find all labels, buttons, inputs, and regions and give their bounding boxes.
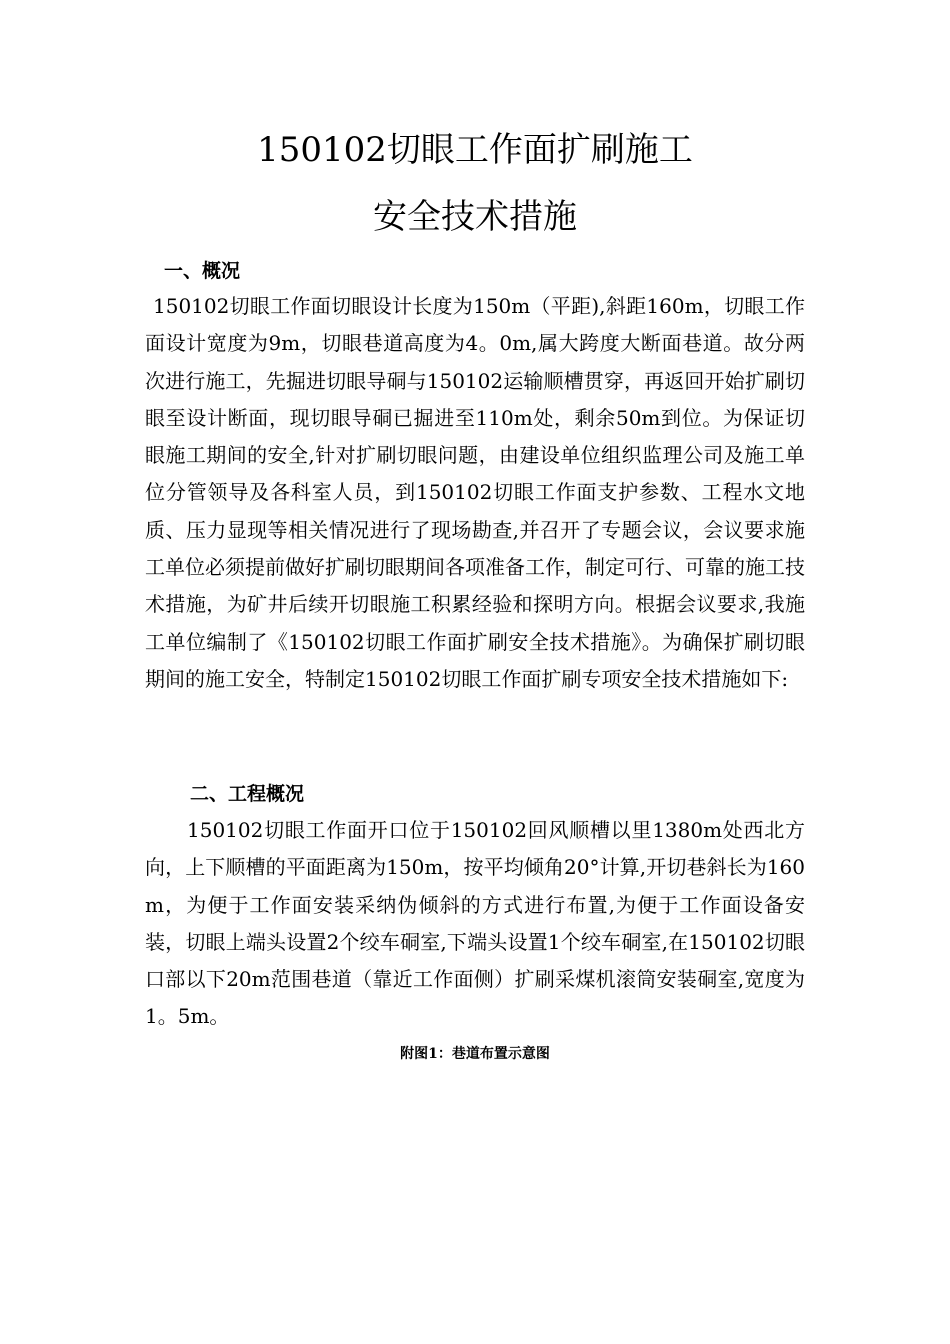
- section-heading-overview: 一、概况: [164, 260, 241, 282]
- document-title-line-2: 安全技术措施: [373, 197, 577, 237]
- section-paragraph-overview: 150102切眼工作面切眼设计长度为150m（平距),斜距160m，切眼工作面设计宽度为9m，切眼巷道高度为4。0m,属大跨度大断面巷道。故分两次进行施工，先掘进切眼导硐与150102运输顺槽贯穿，再返回开始扩刷切眼至设计断面，现切眼导硐已掘进至110m处，剩余50m到位。为保证切眼施工期间的安全,针对扩刷切眼问题，由建设单位组织监理公司及施工单位分管领导及各科室人员，到150102切眼工作面支护参数、工程水文地质、压力显现等相关情况进行了现场勘查,并召开了专题会议，会议要求施工单位必须提前做好扩刷切眼期间各项准备工作，制定可行、可靠的施工技术措施，为矿井后续开切眼施工积累经验和探明方向。根据会议要求,我施工单位编制了《150102切眼工作面扩刷安全技术措施》。为确保扩刷切眼期间的施工安全，特制定150102切眼工作面扩刷专项安全技术措施如下:: [145, 294, 805, 691]
- document-title-line-1: 150102切眼工作面扩刷施工: [257, 130, 693, 170]
- section-paragraph-project-overview: 150102切眼工作面开口位于150102回风顺槽以里1380m处西北方向，上下顺槽的平面距离为150m，按平均倾角20°计算,开切巷斜长为160m，为便于工作面安装采纳伪倾斜的方式进行布置,为便于工作面设备安装，切眼上端头设置2个绞车硐室,下端头设置1个绞车硐室,在150102切眼口部以下20m范围巷道（靠近工作面侧）扩刷采煤机滚筒安装硐室,宽度为1。5m。: [145, 818, 805, 1029]
- section-heading-project-overview: 二、工程概况: [190, 783, 305, 805]
- figure-caption: 附图1：巷道布置示意图: [400, 1046, 550, 1062]
